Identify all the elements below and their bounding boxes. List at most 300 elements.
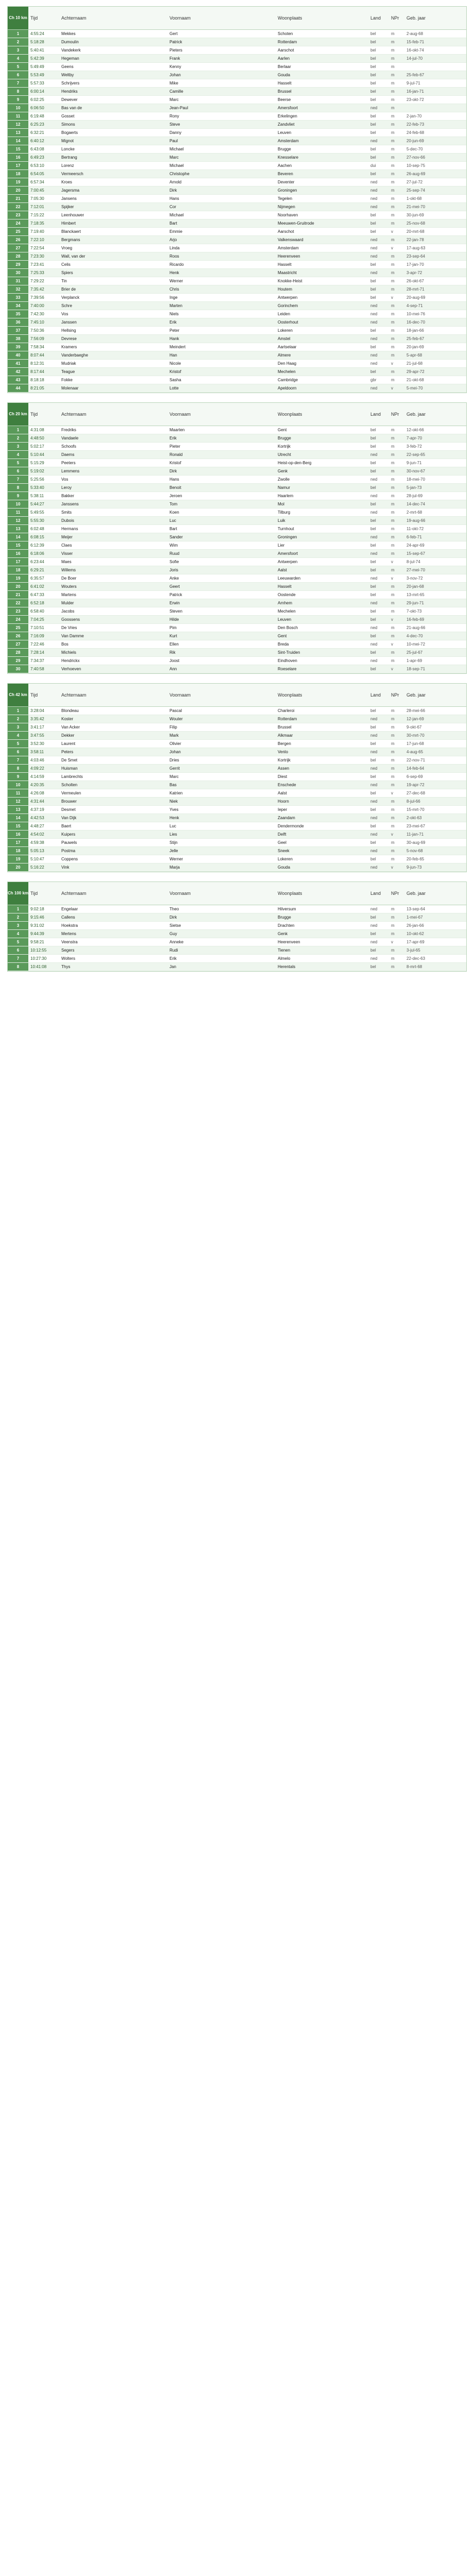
surname-cell: Gosset [61,114,75,118]
table-row [8,640,466,649]
surname-cell: Postma [61,849,76,853]
surname-cell: Verplanck [61,295,80,300]
table-row [8,467,466,476]
column-header: Land [370,692,381,698]
rank-cell: 4 [8,55,28,62]
time-cell: 6:58:40 [30,609,44,614]
table-row [8,443,466,451]
firstname-cell: Michael [170,147,184,151]
rank-cell: 30 [8,269,28,277]
surname-cell: Hendriks [61,89,78,94]
firstname-cell: Tom [170,502,178,506]
surname-cell: Wall, van der [61,254,86,259]
rank-cell: 18 [8,566,28,574]
firstname-cell: Erik [170,956,177,961]
surname-cell: Fokke [61,378,73,382]
firstname-cell: Pieters [170,48,182,53]
city-cell: Maastricht [278,270,297,275]
birthdate-cell: 22-jan-78 [407,238,424,242]
birthdate-cell: 17-jan-70 [407,262,424,267]
country-cell: gbr [370,378,377,382]
birthdate-cell: 16-jan-71 [407,89,424,94]
country-cell: bel [370,31,376,36]
birthdate-cell: 10-mei-76 [407,312,426,316]
surname-cell: Kuipers [61,832,76,837]
gender-cell: m [391,180,395,184]
table-row [8,533,466,541]
time-cell: 6:23:44 [30,560,44,564]
city-cell: Zwolle [278,477,290,482]
country-cell: ned [370,188,378,193]
time-cell: 4:48:27 [30,824,44,828]
table-row [8,228,466,236]
surname-cell: Jansens [61,196,77,201]
city-cell: Aarschot [278,48,294,53]
table-row [8,310,466,318]
surname-cell: Hoekstra [61,923,78,928]
city-cell: Namur [278,485,291,490]
city-cell: Alkmaar [278,733,293,738]
rank-cell: 4 [8,451,28,459]
rank-cell: 6 [8,467,28,475]
table-row [8,814,466,822]
country-cell: ned [370,832,378,837]
firstname-cell: Rony [170,114,179,118]
country-cell: bel [370,279,376,283]
city-cell: Genk [278,469,288,473]
table-row [8,765,466,773]
city-cell: Den Haag [278,361,297,366]
country-cell: bel [370,328,376,333]
birthdate-cell: 20-feb-65 [407,857,425,861]
time-cell: 7:34:37 [30,658,44,663]
birthdate-cell: 11-okt-72 [407,527,424,531]
birthdate-cell: 25-sep-74 [407,188,426,193]
gender-cell: m [391,510,395,515]
gender-cell: m [391,130,395,135]
rank-cell: 23 [8,211,28,219]
surname-cell: Dumoulin [61,40,79,44]
country-cell: bel [370,469,376,473]
city-cell: Enschede [278,783,296,787]
city-cell: Gorinchem [278,303,298,308]
firstname-cell: Bas [170,783,177,787]
time-cell: 8:12:31 [30,361,44,366]
firstname-cell: Anneke [170,940,184,944]
surname-cell: Wolters [61,956,75,961]
birthdate-cell: 10-mei-72 [407,642,426,647]
rank-cell: 7 [8,79,28,87]
country-cell: bel [370,518,376,523]
city-cell: Amersfoort [278,106,298,110]
birthdate-cell: 4-aug-65 [407,750,424,754]
time-cell: 3:41:17 [30,725,44,730]
gender-cell: m [391,923,395,928]
gender-cell: m [391,89,395,94]
country-cell: ned [370,849,378,853]
firstname-cell: Sander [170,535,183,539]
table-row [8,277,466,285]
table-row [8,71,466,79]
country-cell: bel [370,741,376,746]
city-cell: Gouda [278,865,291,870]
firstname-cell: Arnold [170,180,182,184]
firstname-cell: Roos [170,254,179,259]
birthdate-cell: 19-aug-66 [407,518,426,523]
surname-cell: Martens [61,592,76,597]
gender-cell: m [391,312,395,316]
rank-cell: 8 [8,963,28,971]
city-cell: Erkelingen [278,114,297,118]
table-row [8,162,466,170]
rank-cell: 26 [8,236,28,244]
firstname-cell: Joost [170,658,180,663]
city-cell: Aalst [278,791,287,795]
surname-cell: Van Acker [61,725,80,730]
firstname-cell: Cor [170,205,176,209]
gender-cell: m [391,956,395,961]
table-row [8,500,466,509]
surname-cell: Himbert [61,221,76,226]
table-row [8,318,466,327]
table-row [8,96,466,104]
gender-cell: m [391,254,395,259]
firstname-cell: Ellen [170,642,179,647]
firstname-cell: Werner [170,857,183,861]
surname-cell: De Vries [61,625,77,630]
birthdate-cell: 15-feb-71 [407,40,425,44]
surname-cell: Koster [61,717,74,721]
gender-cell: m [391,114,395,118]
time-cell: 3:58:11 [30,750,44,754]
firstname-cell: Nicole [170,361,181,366]
country-cell: bel [370,485,376,490]
gender-cell: m [391,106,395,110]
birthdate-cell: 15-mrt-70 [407,807,425,812]
surname-cell: Meijer [61,535,73,539]
birthdate-cell: 9-jul-71 [407,81,420,86]
city-cell: Dendermonde [278,824,304,828]
country-cell: ned [370,452,378,457]
country-cell: bel [370,221,376,226]
firstname-cell: Ronald [170,452,183,457]
firstname-cell: Christophe [170,172,190,176]
table-row [8,88,466,96]
country-cell: bel [370,584,376,589]
city-cell: Haarlem [278,494,294,498]
gender-cell: m [391,551,395,556]
time-cell: 4:31:08 [30,428,44,432]
rank-cell: 32 [8,285,28,293]
city-cell: Aachen [278,163,292,168]
gender-cell: m [391,849,395,853]
firstname-cell: Patrick [170,40,182,44]
gender-cell: m [391,535,395,539]
gender-cell: m [391,568,395,572]
table-row [8,748,466,756]
time-cell: 7:12:01 [30,205,44,209]
firstname-cell: Wouter [170,717,183,721]
time-cell: 5:19:02 [30,469,44,473]
surname-cell: Vandaele [61,436,79,440]
rank-cell: 3 [8,723,28,731]
country-cell: ned [370,625,378,630]
table-row [8,459,466,467]
city-cell: Antwerpen [278,295,298,300]
gender-cell: m [391,452,395,457]
country-cell: bel [370,229,376,234]
city-cell: Rotterdam [278,717,297,721]
city-cell: Aarlen [278,56,290,61]
gender-cell: m [391,948,395,953]
firstname-cell: Rudi [170,948,178,953]
city-cell: Hasselt [278,262,292,267]
gender-cell: m [391,592,395,597]
surname-cell: Bos [61,642,69,647]
time-cell: 5:05:13 [30,849,44,853]
table-row [8,732,466,740]
table-row [8,451,466,459]
table-row [8,137,466,145]
column-header: Geb. jaar [407,15,426,21]
country-cell: bel [370,428,376,432]
firstname-cell: Marc [170,97,179,102]
time-cell: 7:50:36 [30,328,44,333]
city-cell: Herentals [278,964,296,969]
firstname-cell: Dirk [170,915,177,920]
table-row [8,517,466,525]
country-cell: bel [370,295,376,300]
gender-cell: m [391,262,395,267]
surname-cell: Maes [61,560,72,564]
birthdate-cell: 6-sep-69 [407,774,423,779]
birthdate-cell: 28-mei-66 [407,708,426,713]
time-cell: 7:15:22 [30,213,44,217]
surname-cell: Leenhouwer [61,213,84,217]
time-cell: 7:39:56 [30,295,44,300]
rank-cell: 26 [8,632,28,640]
city-cell: Diest [278,774,287,779]
section-tag: Ch 20 km [8,403,28,426]
surname-cell: Schoofs [61,444,76,449]
country-cell: ned [370,196,378,201]
gender-cell: m [391,543,395,548]
rank-cell: 6 [8,71,28,79]
table-row [8,715,466,723]
gender-cell: m [391,625,395,630]
firstname-cell: Hans [170,196,179,201]
time-cell: 9:44:39 [30,931,44,936]
table-row [8,170,466,178]
gender-cell: m [391,816,395,820]
table-row [8,343,466,351]
gender-cell: m [391,328,395,333]
table-row [8,145,466,154]
country-cell: ned [370,320,378,325]
birthdate-cell: 18-mei-70 [407,477,426,482]
surname-cell: Bergmans [61,238,80,242]
table-row [8,930,466,938]
surname-cell: Veenstra [61,940,78,944]
table-row [8,632,466,640]
country-cell: bel [370,543,376,548]
gender-cell: m [391,196,395,201]
rank-cell: 1 [8,426,28,434]
country-cell: ned [370,783,378,787]
country-cell: ned [370,576,378,581]
surname-cell: Lorenz [61,163,74,168]
country-cell: bel [370,840,376,845]
column-header: Voornaam [170,692,191,698]
birthdate-cell: 29-apr-72 [407,369,425,374]
table-row [8,112,466,121]
city-cell: Aartselaar [278,345,297,349]
table-row [8,426,466,434]
time-cell: 7:25:33 [30,270,44,275]
time-cell: 6:32:21 [30,130,44,135]
surname-cell: Dekker [61,733,75,738]
surname-cell: Brouwer [61,799,77,804]
time-cell: 6:06:50 [30,106,44,110]
rank-cell: 4 [8,930,28,938]
firstname-cell: Koen [170,510,179,515]
rank-cell: 21 [8,195,28,202]
time-cell: 6:47:33 [30,592,44,597]
country-cell: bel [370,725,376,730]
table-row [8,509,466,517]
firstname-cell: Lotte [170,386,179,391]
rank-cell: 21 [8,591,28,599]
rank-cell: 15 [8,541,28,549]
rank-cell: 22 [8,203,28,211]
surname-cell: Brier de [61,287,76,292]
firstname-cell: Jan [170,964,176,969]
gender-cell: v [391,361,393,366]
country-cell: bel [370,857,376,861]
rank-cell: 6 [8,748,28,756]
country-cell: bel [370,114,376,118]
city-cell: Ieper [278,807,287,812]
time-cell: 7:22:46 [30,642,44,647]
firstname-cell: Camille [170,89,183,94]
birthdate-cell: 20-mrt-68 [407,229,425,234]
birthdate-cell: 27-nov-66 [407,155,426,160]
table-row [8,236,466,244]
country-cell: bel [370,172,376,176]
country-cell: bel [370,40,376,44]
firstname-cell: Bart [170,221,177,226]
surname-cell: Visser [61,551,73,556]
country-cell: bel [370,609,376,614]
time-cell: 5:10:44 [30,452,44,457]
rank-cell: 23 [8,607,28,615]
firstname-cell: Hilde [170,617,179,622]
surname-cell: Vanderbaeghe [61,353,88,358]
country-cell: bel [370,287,376,292]
section-tag: Ch 42 km [8,684,28,706]
table-row [8,649,466,657]
firstname-cell: Sasha [170,378,181,382]
table-row [8,38,466,46]
gender-cell: m [391,807,395,812]
rank-cell: 17 [8,558,28,566]
country-cell: bel [370,122,376,127]
country-cell: bel [370,48,376,53]
birthdate-cell: 1-mei-67 [407,915,423,920]
country-cell: bel [370,650,376,655]
surname-cell: Mudriak [61,361,76,366]
table-row [8,740,466,748]
firstname-cell: Luc [170,824,176,828]
table-row [8,607,466,616]
table-row [8,789,466,798]
time-cell: 7:10:51 [30,625,44,630]
birthdate-cell: 30-nov-67 [407,469,426,473]
firstname-cell: Kristof [170,369,181,374]
results-section [7,402,467,674]
rank-cell: 16 [8,831,28,838]
surname-cell: Laurent [61,741,76,746]
birthdate-cell: 22-nov-71 [407,758,426,762]
birthdate-cell: 23-mei-67 [407,824,426,828]
gender-cell: m [391,485,395,490]
firstname-cell: Sofie [170,560,179,564]
city-cell: Tienen [278,948,291,953]
surname-cell: Simons [61,122,75,127]
gender-cell: m [391,766,395,771]
time-cell: 3:28:04 [30,708,44,713]
time-cell: 7:19:40 [30,229,44,234]
birthdate-cell: 12-okt-66 [407,428,424,432]
surname-cell: Hellsing [61,328,76,333]
country-cell: bel [370,791,376,795]
surname-cell: Mertens [61,931,76,936]
table-row [8,376,466,384]
table-row [8,574,466,583]
table-row [8,657,466,665]
firstname-cell: Emmie [170,229,182,234]
country-cell: ned [370,923,378,928]
city-cell: Almere [278,353,291,358]
gender-cell: m [391,73,395,77]
country-cell: ned [370,766,378,771]
rank-cell: 41 [8,360,28,367]
birthdate-cell: 11-jan-71 [407,832,424,837]
firstname-cell: Jean-Paul [170,106,189,110]
rank-cell: 36 [8,318,28,326]
rank-cell: 19 [8,178,28,186]
city-cell: Valkenswaard [278,238,303,242]
birthdate-cell: 26-okt-67 [407,279,424,283]
surname-cell: Leroy [61,485,72,490]
firstname-cell: Benoit [170,485,181,490]
column-header: Voornaam [170,412,191,417]
city-cell: Breda [278,642,289,647]
time-cell: 6:35:57 [30,576,44,581]
time-cell: 7:58:34 [30,345,44,349]
time-cell: 7:28:14 [30,650,44,655]
table-row [8,558,466,566]
surname-cell: Vermeulen [61,791,81,795]
gender-cell: m [391,40,395,44]
column-header: NPr [391,15,399,21]
firstname-cell: Ricardo [170,262,184,267]
birthdate-cell: 18-jan-66 [407,328,424,333]
birthdate-cell: 27-dec-68 [407,791,426,795]
time-cell: 4:48:50 [30,436,44,440]
firstname-cell: Geert [170,584,180,589]
table-row [8,195,466,203]
